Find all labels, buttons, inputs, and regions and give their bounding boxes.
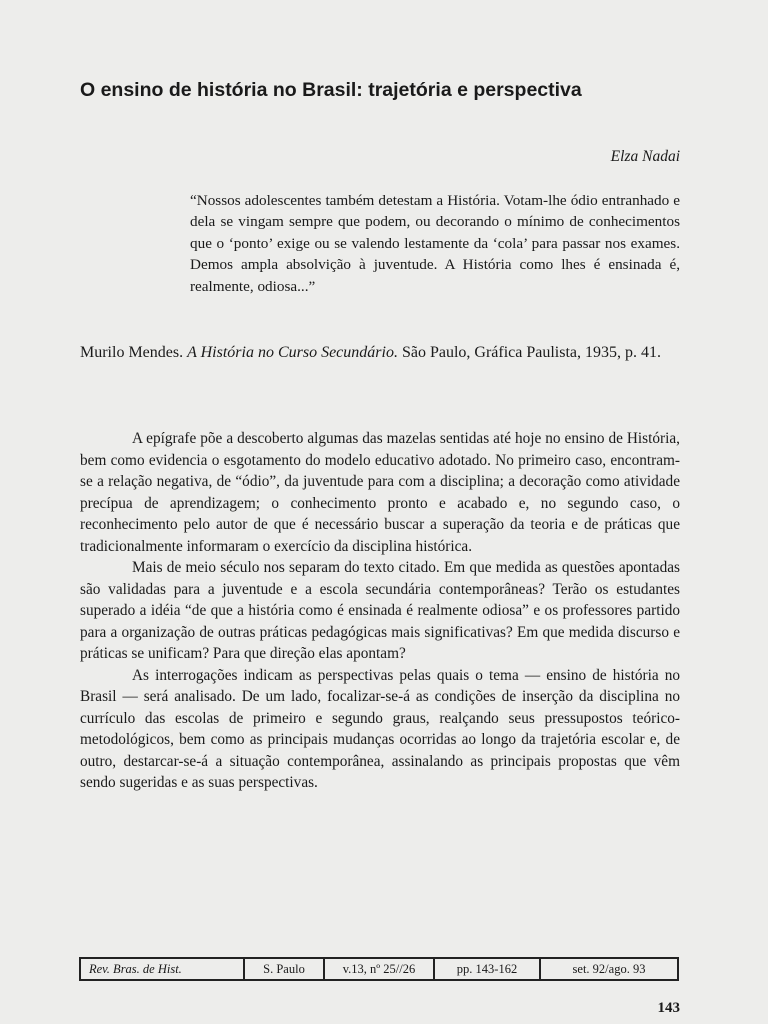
page-number: 143 [657, 1000, 680, 1016]
body-paragraph-2: Mais de meio século nos separam do texto citado. Em que medida as questões apontadas são validadas para a juventude e a escola secundária contemporâneas? Terão os estudantes superado a idéia “de que a história como é ensinada é realmente odiosa” e os professores partido para a organização de outras práticas pedagógicas mais significativas? Em que medida discurso e práticas se unificam? Para que direção elas apontam? [80, 559, 680, 662]
epigraph-quote: “Nossos adolescentes também detestam a História. Votam-lhe ódio entranhado e dela se vingam sempre que podem, ou decorando o mínimo de conhecimentos que o ‘ponto’ exige ou se valendo lestamente da ‘cola’ para passar nos exames. Demos ampla absolvição à juventude. A História como lhes é ensinada é, realmente, odiosa...” [190, 192, 680, 295]
journal-dates: set. 92/ago. 93 [572, 961, 646, 976]
body-paragraph-1: A epígrafe põe a descoberto algumas das mazelas sentidas até hoje no ensino de História, bem como evidencia o esgotamento do modelo educativo adotado. No primeiro caso, encontram-se a relação negativa, de “ódio”, da juventude para com a disciplina; a decoração como atividade precípua de aprendizagem; o conhecimento pronto e acabado e, no segundo caso, o reconhecimento pelo autor de que é necessário buscar a superação da teoria e de práticas que tradicionalmente informaram o exercício da disciplina histórica. [80, 430, 680, 555]
journal-reference-bar [79, 957, 679, 981]
citation-publication: São Paulo, Gráfica Paulista, 1935, p. 41. [401, 344, 662, 361]
journal-volume: v.13, nº 25//26 [325, 959, 435, 979]
journal-name: Rev. Bras. de Hist. [81, 959, 245, 979]
journal-pages: pp. 143-162 [435, 959, 541, 979]
body-paragraph-3: As interrogações indicam as perspectivas pelas quais o tema — ensino de história no Brasil — será analisado. De um lado, focalizar-se-á as condições de inserção da disciplina no currículo das escolas de primeiro e segundo graus, realçando seus pressupostos teórico-metodológicos, bem como as principais mudanças ocorridas ao longo da trajetória escolar e, de outro, destarcar-se-á a situação contemporânea, assinalando as principais propostas que vêm sendo sugeridas e as suas perspectivas. [80, 666, 680, 791]
epigraph-citation [80, 342, 680, 364]
article-title: O ensino de história no Brasil: trajetória e perspectiva [80, 79, 582, 101]
article-author: Elza Nadai [610, 148, 680, 165]
citation-work: A História no Curso Secundário. [187, 344, 398, 361]
journal-city: S. Paulo [245, 959, 325, 979]
citation-author: Murilo Mendes. [80, 344, 184, 361]
article-body [80, 428, 680, 794]
